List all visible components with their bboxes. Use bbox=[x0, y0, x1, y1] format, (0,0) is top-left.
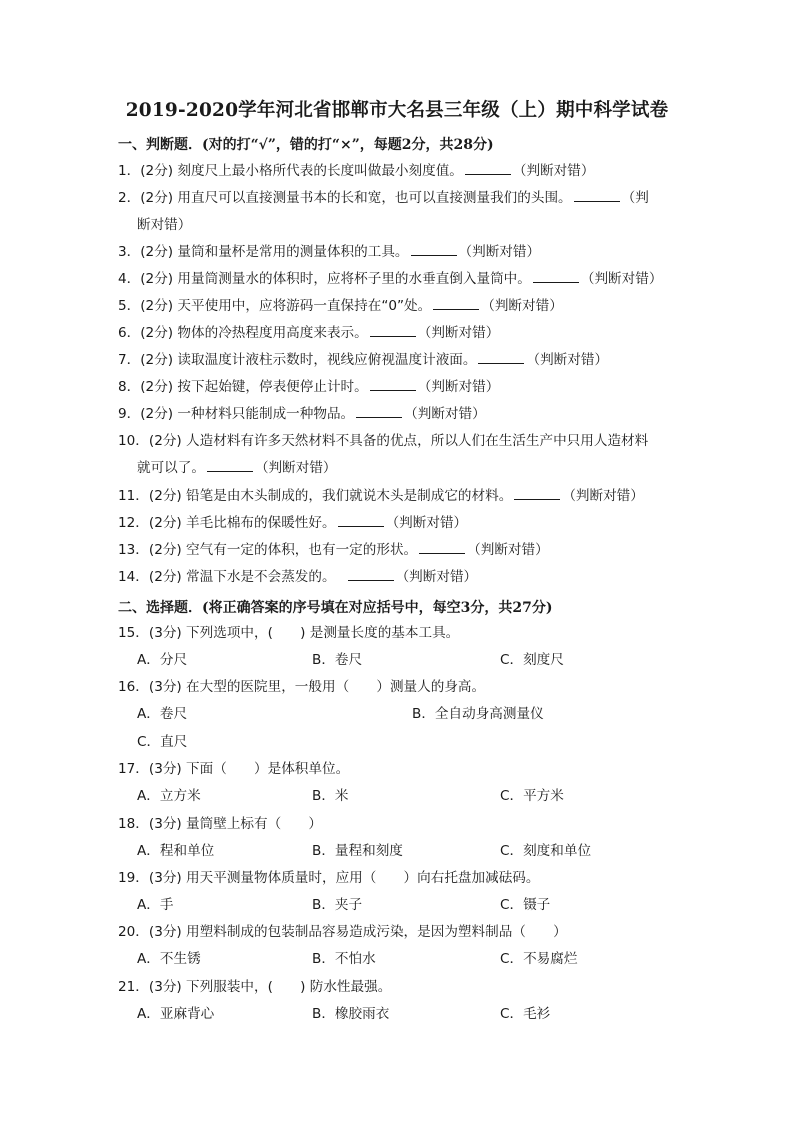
question-text: 6．(2分) 物体的冷热程度用高度来表示。 bbox=[118, 325, 368, 341]
question-text: 8．(2分) 按下起始键，停表便停止计时。 bbox=[118, 379, 368, 395]
question-10-continuation bbox=[137, 459, 337, 477]
question-5 bbox=[118, 297, 563, 315]
answer-blank bbox=[370, 335, 416, 337]
question-suffix: （判 bbox=[621, 190, 649, 206]
question-16: 16．(3分) 在大型的医院里，一般用（ ）测量人的身高。 bbox=[118, 679, 486, 695]
question-text: 3．(2分) 量筒和量杯是常用的测量体积的工具。 bbox=[118, 244, 409, 260]
question-3 bbox=[118, 243, 540, 261]
question-suffix: （判断对错） bbox=[526, 352, 609, 368]
answer-blank bbox=[411, 254, 457, 256]
answer-blank bbox=[419, 552, 465, 554]
question-text: 14．(2分) 常温下水是不会蒸发的。 bbox=[118, 569, 336, 585]
question-7 bbox=[118, 351, 608, 369]
answer-blank bbox=[207, 470, 253, 472]
answer-blank bbox=[348, 579, 394, 581]
question-suffix: （判断对错） bbox=[562, 488, 644, 504]
answer-blank bbox=[533, 281, 579, 283]
question-text: 就可以了。 bbox=[137, 460, 205, 476]
question-text: 11．(2分) 铅笔是由木头制成的，我们就说木头是制成它的材料。 bbox=[118, 488, 513, 504]
option-a: A．立方米 bbox=[137, 788, 201, 804]
question-21: 21．(3分) 下列服装中，( ) 防水性最强。 bbox=[118, 979, 392, 995]
question-14 bbox=[118, 568, 477, 586]
question-suffix: （判断对错） bbox=[395, 569, 478, 585]
question-text: 9．(2分) 一种材料只能制成一种物品。 bbox=[118, 406, 355, 422]
question-suffix: （判断对错） bbox=[458, 244, 541, 260]
question-suffix: （判断对错） bbox=[404, 406, 486, 422]
option-b: B．米 bbox=[312, 788, 349, 804]
option-c: C．不易腐烂 bbox=[500, 951, 578, 967]
question-2 bbox=[118, 189, 649, 207]
answer-blank bbox=[338, 525, 384, 527]
option-c: C．刻度尺 bbox=[500, 652, 564, 668]
question-text: 4．(2分) 用量筒测量水的体积时，应将杯子里的水垂直倒入量筒中。 bbox=[118, 271, 531, 287]
answer-blank bbox=[370, 389, 416, 391]
question-text: 12．(2分) 羊毛比棉布的保暖性好。 bbox=[118, 515, 336, 531]
question-11 bbox=[118, 487, 644, 505]
question-2-continuation: 断对错） bbox=[137, 217, 192, 233]
question-1 bbox=[118, 162, 594, 180]
answer-blank bbox=[478, 362, 524, 364]
question-text: 2．(2分) 用直尺可以直接测量书本的长和宽，也可以直接测量我们的头围。 bbox=[118, 190, 572, 206]
question-text: 5．(2分) 天平使用中，应将游码一直保持在“0”处。 bbox=[118, 298, 432, 314]
page-title: 2019-2020学年河北省邯郸市大名县三年级（上）期中科学试卷 bbox=[125, 100, 669, 121]
option-c: C．刻度和单位 bbox=[500, 843, 592, 859]
answer-blank bbox=[465, 173, 511, 175]
answer-blank bbox=[514, 498, 560, 500]
question-15: 15．(3分) 下列选项中，( ) 是测量长度的基本工具。 bbox=[118, 625, 460, 641]
option-c: C．镊子 bbox=[500, 897, 551, 913]
option-b: B．卷尺 bbox=[312, 652, 363, 668]
question-suffix: （判断对错） bbox=[467, 542, 549, 558]
question-9 bbox=[118, 405, 486, 423]
question-6 bbox=[118, 324, 499, 342]
option-b: B．不怕水 bbox=[312, 951, 376, 967]
question-suffix: （判断对错） bbox=[580, 271, 663, 287]
question-13 bbox=[118, 541, 549, 559]
question-suffix: （判断对错） bbox=[385, 515, 468, 531]
option-c: C．直尺 bbox=[137, 734, 188, 750]
option-a: A．亚麻背心 bbox=[137, 1006, 215, 1022]
option-a: A．卷尺 bbox=[137, 706, 188, 722]
question-20: 20．(3分) 用塑料制成的包装制品容易造成污染，是因为塑料制品（ ） bbox=[118, 924, 567, 940]
question-10 bbox=[118, 432, 648, 450]
option-a: A．不生锈 bbox=[137, 951, 201, 967]
option-a: A．程和单位 bbox=[137, 843, 215, 859]
answer-blank bbox=[574, 200, 620, 202]
question-suffix: （判断对错） bbox=[254, 460, 337, 476]
answer-blank bbox=[433, 308, 479, 310]
question-text: 1．(2分) 刻度尺上最小格所代表的长度叫做最小刻度值。 bbox=[118, 163, 463, 179]
question-4 bbox=[118, 270, 662, 288]
section-heading-judge: 一、判断题．(对的打“√”，错的打“×”，每题2分，共28分) bbox=[118, 137, 494, 153]
option-a: A．分尺 bbox=[137, 652, 188, 668]
question-suffix: （判断对错） bbox=[481, 298, 563, 314]
question-text: 10．(2分) 人造材料有许多天然材料不具备的优点，所以人们在生活生产中只用人造材料 bbox=[118, 433, 649, 449]
question-suffix: （判断对错） bbox=[417, 325, 500, 341]
option-a: A．手 bbox=[137, 897, 174, 913]
answer-blank bbox=[356, 416, 402, 418]
question-suffix: （判断对错） bbox=[417, 379, 500, 395]
question-18: 18．(3分) 量筒壁上标有（ ） bbox=[118, 816, 322, 832]
option-b: B．夹子 bbox=[312, 897, 363, 913]
option-b: B．量程和刻度 bbox=[312, 843, 403, 859]
option-c: C．毛衫 bbox=[500, 1006, 551, 1022]
question-text: 13．(2分) 空气有一定的体积，也有一定的形状。 bbox=[118, 542, 418, 558]
question-12 bbox=[118, 514, 467, 532]
option-b: B．橡胶雨衣 bbox=[312, 1006, 390, 1022]
option-b: B．全自动身高测量仪 bbox=[412, 706, 544, 722]
question-17: 17．(3分) 下面（ ）是体积单位。 bbox=[118, 761, 350, 777]
question-19: 19．(3分) 用天平测量物体质量时，应用（ ）向右托盘加减砝码。 bbox=[118, 870, 540, 886]
question-text: 7．(2分) 读取温度计液柱示数时，视线应俯视温度计液面。 bbox=[118, 352, 477, 368]
option-c: C．平方米 bbox=[500, 788, 564, 804]
section-heading-choice: 二、选择题．(将正确答案的序号填在对应括号中，每空3分，共27分) bbox=[118, 600, 553, 616]
question-8 bbox=[118, 378, 499, 396]
question-suffix: （判断对错） bbox=[512, 163, 595, 179]
